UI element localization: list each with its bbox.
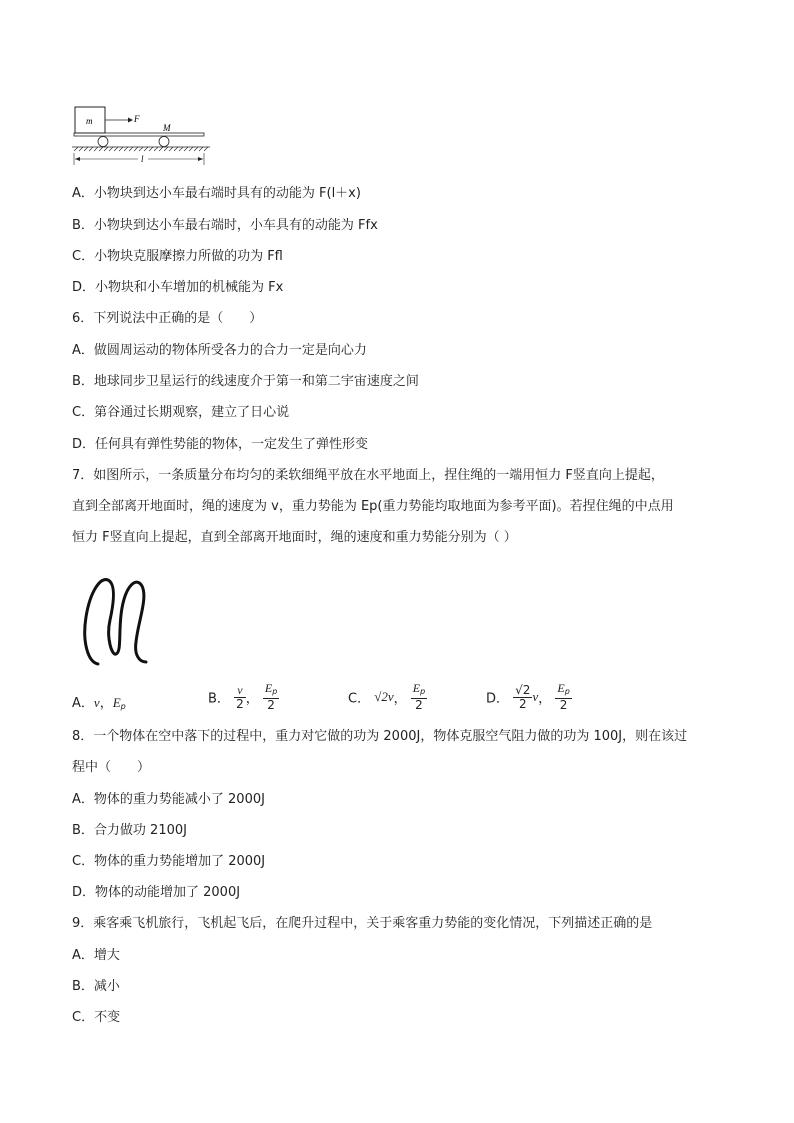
q6-option-b: B．地球同步卫星运行的线速度介于第一和第二宇宙速度之间 <box>72 374 419 389</box>
fraction-ep-over-2: $\frac{E_p}{2}$ <box>264 681 278 712</box>
q7-option-c: C． √2v， $\frac{E_p}{2}$ <box>348 681 426 712</box>
fraction-v-over-2: $\frac{v}{2}$ <box>236 682 244 711</box>
q8-option-d: D．物体的动能增加了 2000J <box>72 885 241 900</box>
length-label: l <box>141 154 144 164</box>
cart-label: M <box>163 123 171 133</box>
length-head-left <box>75 157 80 161</box>
q9-option-a: A．增大 <box>72 948 120 963</box>
q8-option-a: A．物体的重力势能减小了 2000J <box>72 792 265 807</box>
q7-stem-line-3: 恒力 F竖直向上提起，直到全部离开地面时，绳的速度和重力势能分别为（ ） <box>72 530 517 545</box>
q6-option-c: C．第谷通过长期观察，建立了日心说 <box>72 405 290 420</box>
q5-option-b: B．小物块到达小车最右端时，小车具有的动能为 Ffx <box>72 218 378 233</box>
force-label: F <box>134 114 140 124</box>
rope-figure <box>78 572 158 668</box>
q5-option-c: C．小物块克服摩擦力所做的功为 Ffl <box>72 249 283 264</box>
q7-option-b: B． $\frac{v}{2}$ ， $\frac{E_p}{2}$ <box>208 681 278 712</box>
q7-option-a: A．v，$E_p$ <box>72 695 126 711</box>
q9-stem: 9．乘客乘飞机旅行，飞机起飞后，在爬升过程中，关于乘客重力势能的变化情况，下列描述正确的是 <box>72 916 653 931</box>
q7-option-d: D． $\frac{√2}{2}$ v， $\frac{E_p}{2}$ <box>486 681 570 712</box>
q9-option-c: C．不变 <box>72 1010 121 1025</box>
q9-option-b: B．减小 <box>72 979 120 994</box>
length-head-right <box>198 157 203 161</box>
fraction-ep-over-2: $\frac{E_p}{2}$ <box>412 681 426 712</box>
ground-hatch <box>74 147 208 151</box>
q5-option-a: A．小物块到达小车最右端时具有的动能为 F(l＋x) <box>72 186 361 201</box>
q8-option-c: C．物体的重力势能增加了 2000J <box>72 854 266 869</box>
force-arrow-head <box>128 118 133 123</box>
wheel-right <box>159 137 169 147</box>
q6-stem: 6．下列说法中正确的是（ ） <box>72 311 263 326</box>
q8-stem-line-1: 8．一个物体在空中落下的过程中，重力对它做的功为 2000J，物体克服空气阻力做的功为 100J，则在该过 <box>72 729 688 744</box>
q8-stem-line-2: 程中（ ） <box>72 760 151 775</box>
fraction-ep-over-2: $\frac{E_p}{2}$ <box>557 681 570 712</box>
q8-option-b: B．合力做功 2100J <box>72 823 187 838</box>
rope-curve <box>85 580 146 664</box>
q5-option-d: D．小物块和小车增加的机械能为 Fx <box>72 280 284 295</box>
q7-stem-line-1: 7．如图所示，一条质量分布均匀的柔软细绳平放在水平地面上，捏住绳的一端用恒力 F竖直向上提起， <box>72 468 664 483</box>
q6-option-a: A．做圆周运动的物体所受各力的合力一定是向心力 <box>72 343 367 358</box>
q6-option-d: D．任何具有弹性势能的物体，一定发生了弹性形变 <box>72 437 369 452</box>
fraction-root2-over-2: $\frac{√2}{2}$ <box>515 682 531 711</box>
block-cart-figure <box>72 103 212 169</box>
q7-stem-line-2: 直到全部离开地面时，绳的速度为 v，重力势能为 Ep(重力势能均取地面为参考平面)。若捏住绳的中点用 <box>72 499 674 514</box>
wheel-left <box>98 137 108 147</box>
block-label: m <box>86 116 93 126</box>
